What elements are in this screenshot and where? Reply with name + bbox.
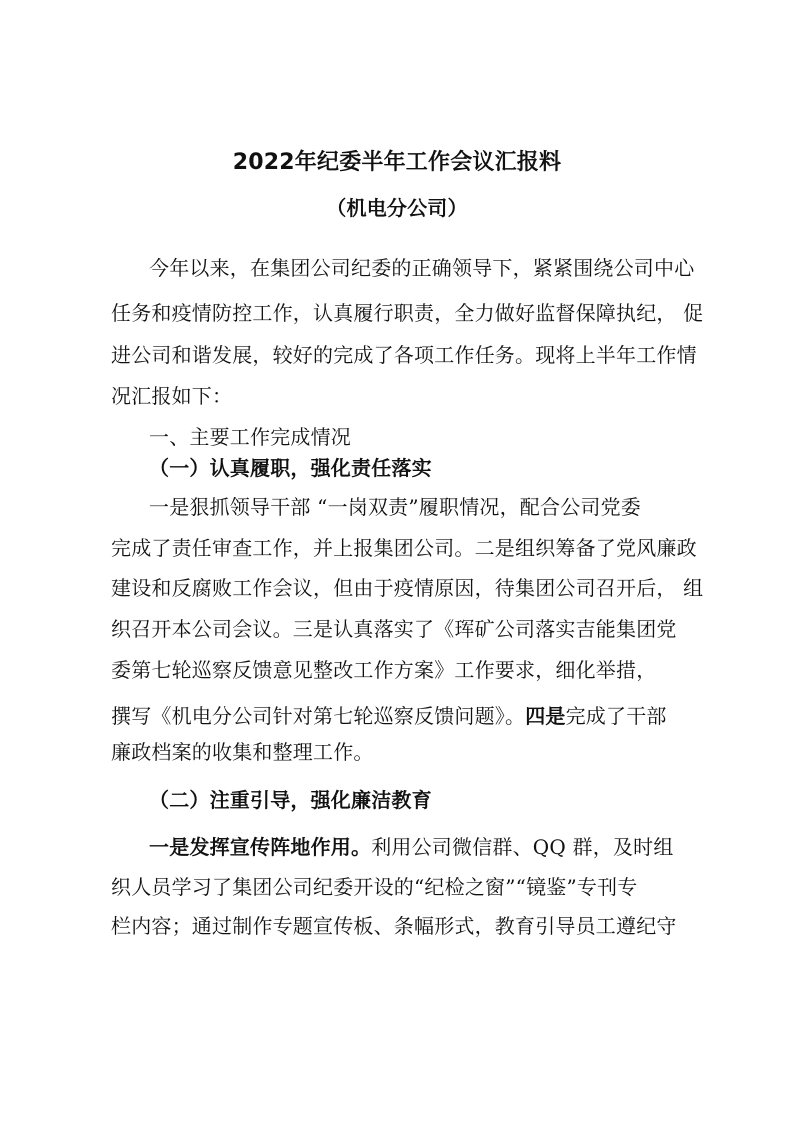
intro-line-2: 任务和疫情防控工作，认真履行职责，全力做好监督保障执纪， 促 xyxy=(111,301,704,325)
paragraph-line: 织召开本公司会议。三是认真落实了《珲矿公司落实吉能集团党 xyxy=(111,617,677,641)
paragraph-line: 建设和反腐败工作会议，但由于疫情原因，待集团公司召开后， 组 xyxy=(111,576,704,600)
paragraph-line: 织人员学习了集团公司纪委开设的“纪检之窗”“镜鉴”专刊专 xyxy=(111,875,638,899)
paragraph-line: 栏内容；通过制作专题宣传板、条幅形式，教育引导员工遵纪守 xyxy=(111,914,677,938)
subsection-heading-1: （一）认真履职，强化责任落实 xyxy=(149,456,432,480)
paragraph-line xyxy=(111,703,667,729)
subsection-heading-2: （二）注重引导，强化廉洁教育 xyxy=(149,788,432,812)
paragraph-line: 委第七轮巡察反馈意见整改工作方案》工作要求，细化举措， xyxy=(111,658,657,682)
intro-line-4: 况汇报如下： xyxy=(111,384,233,408)
text-run: 完成了干部 xyxy=(565,704,667,728)
intro-line-3: 进公司和谐发展，较好的完成了各项工作任务。现将上半年工作情 xyxy=(111,343,697,367)
paragraph-line: 廉政档案的收集和整理工作。 xyxy=(111,740,374,764)
intro-line-1: 今年以来，在集团公司纪委的正确领导下，紧紧围绕公司中心 xyxy=(149,256,695,280)
paragraph-line xyxy=(149,834,674,860)
paragraph-line: 一是狠抓领导干部 “一岗双责”履职情况，配合公司党委 xyxy=(149,495,642,519)
paragraph-line: 完成了责任审查工作，并上报集团公司。二是组织筹备了党风廉政 xyxy=(111,536,697,560)
text-run: 撰写《机电分公司针对第七轮巡察反馈问题》。 xyxy=(111,704,526,728)
bold-run: 四是 xyxy=(525,704,566,728)
document-subtitle: （机电分公司） xyxy=(326,196,468,220)
bold-run: 一是发挥宣传阵地作用。 xyxy=(149,835,372,859)
section-heading: 一、主要工作完成情况 xyxy=(149,425,351,449)
document-title: 2022年纪委半年工作会议汇报料 xyxy=(232,150,562,175)
text-run: 利用公司微信群、QQ 群，及时组 xyxy=(371,835,674,859)
